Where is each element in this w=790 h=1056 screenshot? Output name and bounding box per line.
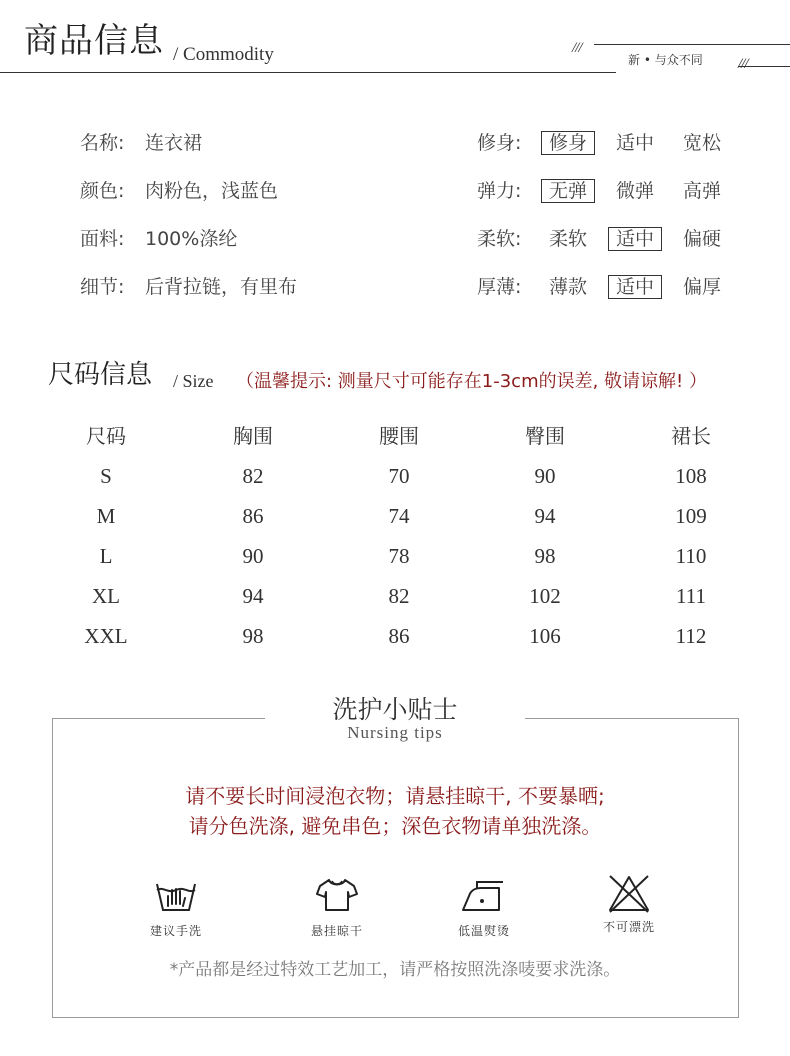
size-table-header: 腰围	[379, 424, 419, 448]
info-label-detail: 细节:	[80, 276, 125, 298]
size-table-cell: 98	[242, 624, 264, 648]
care-icon-label: 低温熨烫	[457, 924, 510, 938]
size-table-cell: S	[100, 464, 112, 488]
size-table-header: 裙长	[671, 424, 711, 448]
attr-option: 宽松	[683, 132, 722, 154]
info-value-fabric: 100%涤纶	[145, 228, 238, 250]
hang-dry-icon	[315, 876, 359, 914]
size-table-cell: 82	[242, 464, 264, 488]
care-subtitle: Nursing tips	[347, 723, 443, 742]
size-table-cell: 102	[529, 584, 561, 608]
attr-option-selected: 适中	[608, 275, 662, 299]
tagline: 新 • 与众不同	[628, 53, 703, 67]
header-divider-right	[594, 44, 790, 45]
attr-label-elasticity: 弹力:	[477, 180, 522, 202]
attr-label-softness: 柔软:	[477, 228, 522, 250]
size-table-cell: 111	[676, 584, 706, 608]
size-table-cell: XL	[92, 584, 120, 608]
low-iron-icon	[459, 876, 509, 914]
size-table-cell: 86	[388, 624, 410, 648]
size-table-cell: XXL	[84, 624, 128, 648]
slash-decoration-left: ///	[572, 40, 582, 56]
size-table-cell: L	[99, 544, 113, 568]
attr-option-selected: 适中	[608, 227, 662, 251]
size-table-cell: 94	[242, 584, 264, 608]
attr-option: 薄款	[549, 276, 588, 298]
size-table-cell: 94	[534, 504, 556, 528]
size-table-cell: 110	[675, 544, 707, 568]
size-table-cell: 74	[388, 504, 410, 528]
size-table-cell: 98	[534, 544, 556, 568]
attr-option: 适中	[616, 132, 655, 154]
attr-label-thickness: 厚薄:	[477, 276, 522, 298]
size-table-header: 臀围	[525, 424, 565, 448]
info-value-name: 连衣裙	[145, 132, 203, 154]
header-divider	[0, 72, 616, 73]
size-table-cell: 90	[242, 544, 264, 568]
info-value-color: 肉粉色，浅蓝色	[145, 180, 279, 202]
attr-option: 偏厚	[683, 276, 722, 298]
page-title: 商品信息	[24, 21, 164, 61]
size-table-cell: 112	[675, 624, 707, 648]
size-table-cell: 108	[675, 464, 707, 488]
care-icon-label: 不可漂洗	[602, 920, 655, 934]
page-subtitle: / Commodity	[173, 44, 274, 65]
care-instruction-line-2: 请分色洗涤, 避免串色；深色衣物请单独洗涤。	[188, 814, 602, 838]
care-icon-label: 悬挂晾干	[310, 924, 363, 938]
size-note: （温馨提示: 测量尺寸可能存在1-3cm的误差, 敬请谅解! ）	[236, 371, 707, 392]
slash-decoration-right: ///	[738, 56, 748, 72]
size-table-cell: 82	[388, 584, 410, 608]
care-instruction-line-1: 请不要长时间浸泡衣物；请悬挂晾干, 不要暴晒;	[185, 784, 605, 808]
attr-option: 微弹	[616, 180, 655, 202]
info-value-detail: 后背拉链，有里布	[145, 276, 298, 298]
attr-option: 柔软	[549, 228, 588, 250]
size-table-cell: 70	[388, 464, 410, 488]
size-section-subtitle: / Size	[173, 371, 214, 391]
care-icon-label: 建议手洗	[149, 924, 202, 938]
attr-label-fit: 修身:	[477, 132, 522, 154]
care-item-hang-dry	[277, 876, 397, 939]
size-table-cell: 90	[534, 464, 556, 488]
info-label-name: 名称:	[80, 132, 125, 154]
size-table-cell: M	[96, 504, 116, 528]
care-item-low-iron	[424, 876, 544, 939]
size-table-header: 胸围	[233, 424, 273, 448]
care-item-hand-wash	[116, 876, 236, 939]
size-table-cell: 78	[388, 544, 410, 568]
size-table-cell: 109	[675, 504, 707, 528]
attr-option: 高弹	[683, 180, 722, 202]
size-table-header: 尺码	[86, 424, 126, 448]
info-label-color: 颜色:	[80, 180, 125, 202]
no-bleach-icon	[606, 872, 652, 914]
info-label-fabric: 面料:	[80, 228, 125, 250]
hand-wash-icon	[154, 876, 198, 914]
size-section-title: 尺码信息	[48, 360, 153, 390]
attr-option: 偏硬	[683, 228, 722, 250]
size-table-cell: 106	[529, 624, 561, 648]
attr-option-selected: 修身	[541, 131, 595, 155]
care-item-no-bleach	[569, 872, 689, 935]
care-title: 洗护小贴士	[332, 695, 458, 724]
attr-option-selected: 无弹	[541, 179, 595, 203]
care-footnote: *产品都是经过特效工艺加工，请严格按照洗涤唛要求洗涤。	[169, 960, 621, 980]
size-table-cell: 86	[242, 504, 264, 528]
